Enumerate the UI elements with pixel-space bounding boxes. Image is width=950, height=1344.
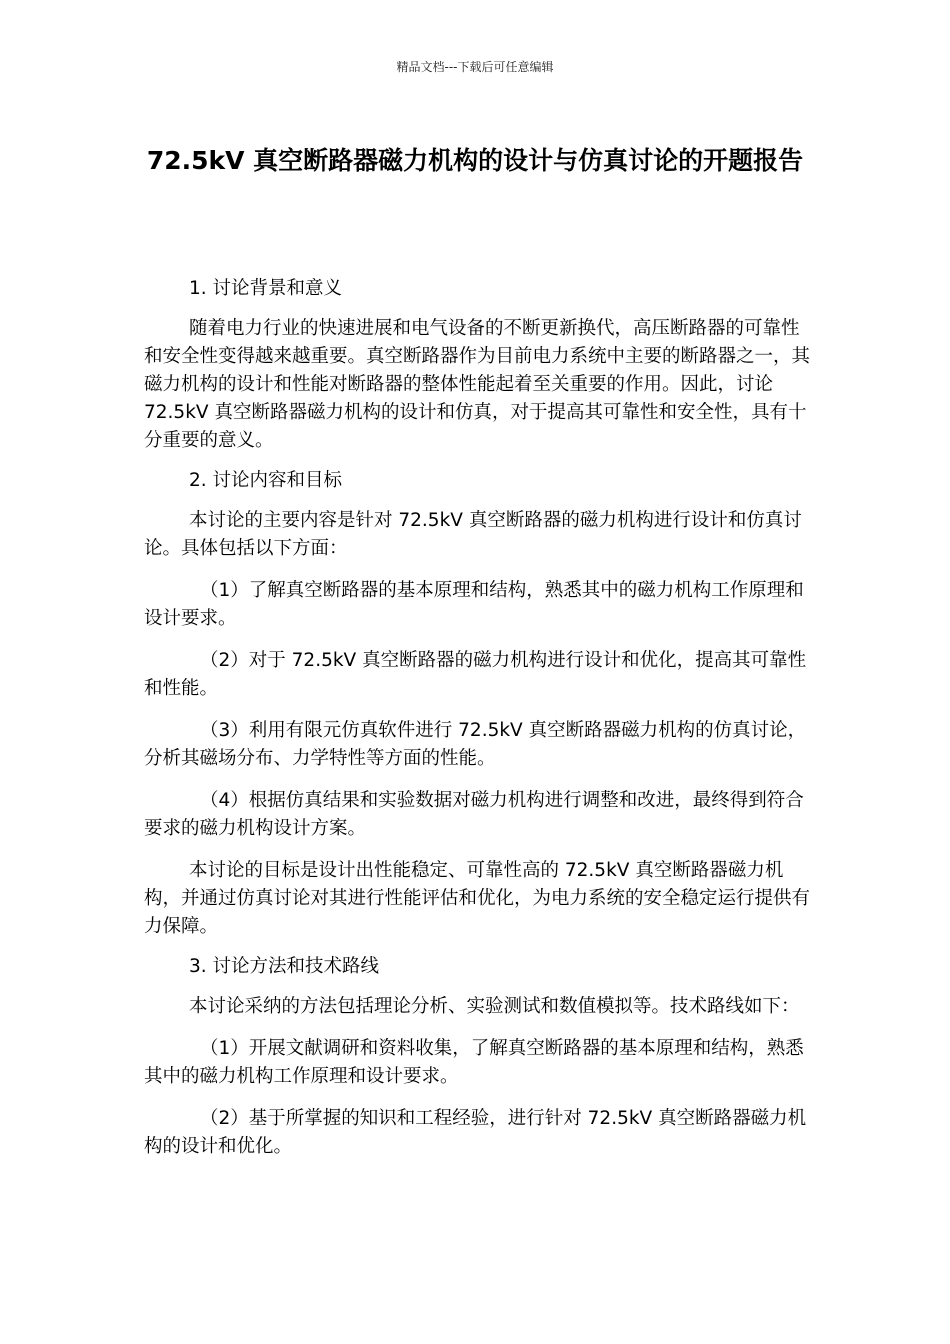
section-1-heading: 1. 讨论背景和意义 — [189, 278, 343, 299]
section-2-item-1: （1）了解真空断路器的基本原理和结构，熟悉其中的磁力机构工作原理和设计要求。 — [144, 580, 804, 629]
section-2-heading: 2. 讨论内容和目标 — [189, 470, 343, 491]
section-2-item-4: （4）根据仿真结果和实验数据对磁力机构进行调整和改进，最终得到符合要求的磁力机构设计方案。 — [144, 790, 804, 839]
section-3-heading: 3. 讨论方法和技术路线 — [189, 956, 380, 977]
document-body — [144, 275, 816, 1161]
document-title: 72.5kV 真空断路器磁力机构的设计与仿真讨论的开题报告 — [146, 146, 804, 175]
section-2-intro: 本讨论的主要内容是针对 72.5kV 真空断路器的磁力机构进行设计和仿真讨论。具体包括以下方面： — [144, 510, 802, 559]
section-1-paragraph: 随着电力行业的快速进展和电气设备的不断更新换代，高压断路器的可靠性和安全性变得越来越重要。真空断路器作为目前电力系统中主要的断路器之一，其磁力机构的设计和性能对断路器的整体性能起着至关重要的作用。因此，讨论 72.5kV 真空断路器磁力机构的设计和仿真，对于提高其可靠性和安全性，具有十分重要的意义。 — [144, 318, 811, 451]
section-2-item-2: （2）对于 72.5kV 真空断路器的磁力机构进行设计和优化，提高其可靠性和性能。 — [144, 650, 807, 699]
section-2-item-3: （3）利用有限元仿真软件进行 72.5kV 真空断路器磁力机构的仿真讨论，分析其磁场分布、力学特性等方面的性能。 — [144, 720, 807, 769]
section-3-item-2: （2）基于所掌握的知识和工程经验，进行针对 72.5kV 真空断路器磁力机构的设计和优化。 — [144, 1108, 807, 1157]
section-3-intro: 本讨论采纳的方法包括理论分析、实验测试和数值模拟等。技术路线如下： — [189, 996, 800, 1017]
section-2-goal: 本讨论的目标是设计出性能稳定、可靠性高的 72.5kV 真空断路器磁力机构，并通过仿真讨论对其进行性能评估和优化，为电力系统的安全稳定运行提供有力保障。 — [144, 860, 811, 937]
page-header-note: 精品文档---下载后可任意编辑 — [396, 60, 554, 74]
section-3-item-1: （1）开展文献调研和资料收集，了解真空断路器的基本原理和结构，熟悉其中的磁力机构工作原理和设计要求。 — [144, 1038, 804, 1087]
